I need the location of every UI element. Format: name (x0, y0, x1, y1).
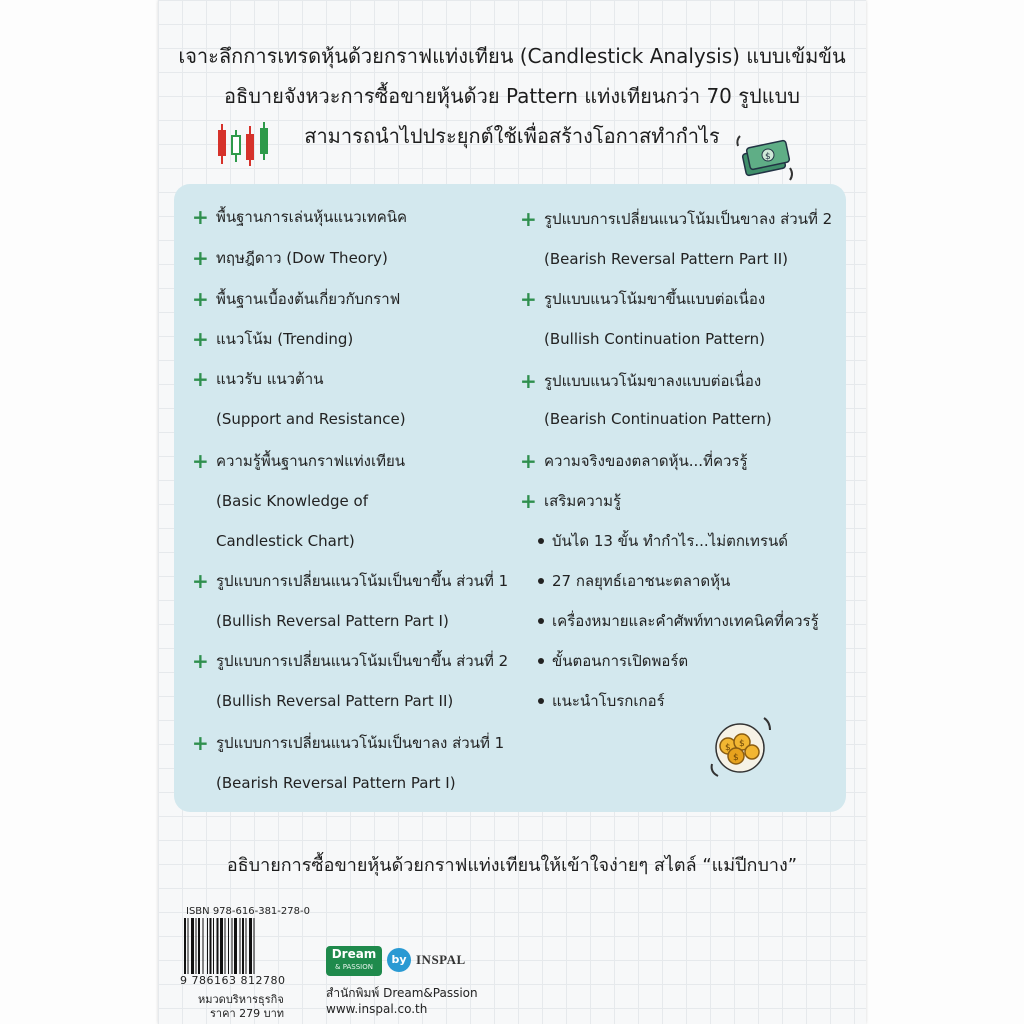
contents-item-subtitle: (Bearish Reversal Pattern Part I) (216, 774, 456, 792)
contents-item: พื้นฐานการเล่นหุ้นแนวเทคนิค (216, 208, 408, 226)
plus-icon: + (520, 449, 537, 473)
contents-item: รูปแบบการเปลี่ยนแนวโน้มเป็นขาขึ้น ส่วนที่ 1 (216, 572, 509, 590)
tagline: อธิบายการซื้อขายหุ้นด้วยกราฟแท่งเทียนให้เข้าใจง่ายๆ สไตล์ “แม่ปีกบาง” (226, 855, 798, 876)
sub-item: แนะนำโบรกเกอร์ (552, 692, 665, 710)
contents-item: พื้นฐานเบื้องต้นเกี่ยวกับกราฟ (216, 290, 401, 308)
contents-item: รูปแบบการเปลี่ยนแนวโน้มเป็นขาลง ส่วนที่ 2 (544, 210, 833, 228)
contents-item-subtitle: (Bullish Continuation Pattern) (544, 330, 765, 348)
publisher-name: สำนักพิมพ์ Dream&Passion (326, 986, 478, 1000)
plus-icon: + (192, 367, 209, 391)
sub-item: เครื่องหมายและคำศัพท์ทางเทคนิคที่ควรรู้ (552, 612, 819, 630)
plus-icon: + (520, 369, 537, 393)
candlestick-icon (216, 120, 276, 168)
contents-item: แนวรับ แนวต้าน (216, 370, 324, 388)
barcode (182, 918, 298, 974)
plus-icon: + (192, 731, 209, 755)
contents-item: รูปแบบการเปลี่ยนแนวโน้มเป็นขาลง ส่วนที่ 1 (216, 734, 505, 752)
page-margin-right (866, 0, 1024, 1024)
contents-item-subtitle: (Support and Resistance) (216, 410, 406, 428)
contents-item-subtitle: (Bullish Reversal Pattern Part II) (216, 692, 454, 710)
contents-item-subtitle: (Basic Knowledge of (216, 492, 369, 510)
sub-item: 27 กลยุทธ์เอาชนะตลาดหุ้น (552, 572, 731, 590)
plus-icon: + (520, 207, 537, 231)
money-stack-icon (730, 128, 800, 188)
inspal-logo: INSPAL (416, 952, 466, 967)
contents-item: รูปแบบแนวโน้มขาขึ้นแบบต่อเนื่อง (544, 290, 766, 308)
svg-text:$: $ (739, 739, 745, 749)
svg-text:$: $ (765, 152, 771, 162)
plus-icon: + (192, 649, 209, 673)
page-margin-left (0, 0, 158, 1024)
contents-item-subtitle: (Bullish Reversal Pattern Part I) (216, 612, 449, 630)
logo-by-badge: by (387, 948, 411, 972)
category-label: หมวดบริหารธุรกิจ (198, 993, 284, 1006)
plus-icon: + (192, 205, 209, 229)
logo-passion-text: & PASSION (335, 963, 373, 971)
contents-item: รูปแบบแนวโน้มขาลงแบบต่อเนื่อง (544, 372, 762, 390)
dream-passion-logo (326, 946, 382, 976)
logo-dream-text: Dream (331, 947, 377, 961)
sub-item: ขั้นตอนการเปิดพอร์ต (552, 652, 689, 670)
contents-item-subtitle: (Bearish Reversal Pattern Part II) (544, 250, 788, 268)
headline-2: อธิบายจังหวะการซื้อขายหุ้นด้วย Pattern แท่งเทียนกว่า 70 รูปแบบ (224, 84, 800, 108)
contents-item: แนวโน้ม (Trending) (216, 330, 354, 348)
plus-icon: + (192, 287, 209, 311)
svg-text:$: $ (733, 753, 739, 763)
headline-3: สามารถนำไปประยุกต์ใช้เพื่อสร้างโอกาสทำกำไร (304, 124, 720, 148)
sub-item: บันได 13 ขั้น ทำกำไร...ไม่ตกเทรนด์ (552, 532, 789, 550)
contents-item: ทฤษฎีดาว (Dow Theory) (216, 249, 388, 267)
coins-icon (706, 712, 776, 782)
isbn-label: ISBN 978-616-381-278-0 (186, 906, 310, 917)
plus-icon: + (520, 489, 537, 513)
contents-item-subtitle: Candlestick Chart) (216, 532, 355, 550)
contents-item: รูปแบบการเปลี่ยนแนวโน้มเป็นขาขึ้น ส่วนที่ 2 (216, 652, 509, 670)
headline-1: เจาะลึกการเทรดหุ้นด้วยกราฟแท่งเทียน (Candlestick Analysis) แบบเข้มข้น (178, 44, 846, 68)
bullet-icon (538, 618, 544, 624)
contents-item: ความจริงของตลาดหุ้น...ที่ควรรู้ (544, 452, 748, 470)
publisher-website: www.inspal.co.th (326, 1002, 428, 1016)
bullet-icon (538, 698, 544, 704)
book-back-cover (158, 0, 866, 1024)
plus-icon: + (520, 287, 537, 311)
contents-item: ความรู้พื้นฐานกราฟแท่งเทียน (216, 452, 406, 470)
price-label: ราคา 279 บาท (210, 1007, 285, 1020)
plus-icon: + (192, 246, 209, 270)
bullet-icon (538, 658, 544, 664)
svg-text:$: $ (725, 743, 731, 753)
contents-item: เสริมความรู้ (544, 492, 622, 510)
contents-item-subtitle: (Bearish Continuation Pattern) (544, 410, 772, 428)
plus-icon: + (192, 449, 209, 473)
plus-icon: + (192, 569, 209, 593)
bullet-icon (538, 538, 544, 544)
barcode-digits: 9 786163 812780 (180, 974, 286, 987)
bullet-icon (538, 578, 544, 584)
plus-icon: + (192, 327, 209, 351)
